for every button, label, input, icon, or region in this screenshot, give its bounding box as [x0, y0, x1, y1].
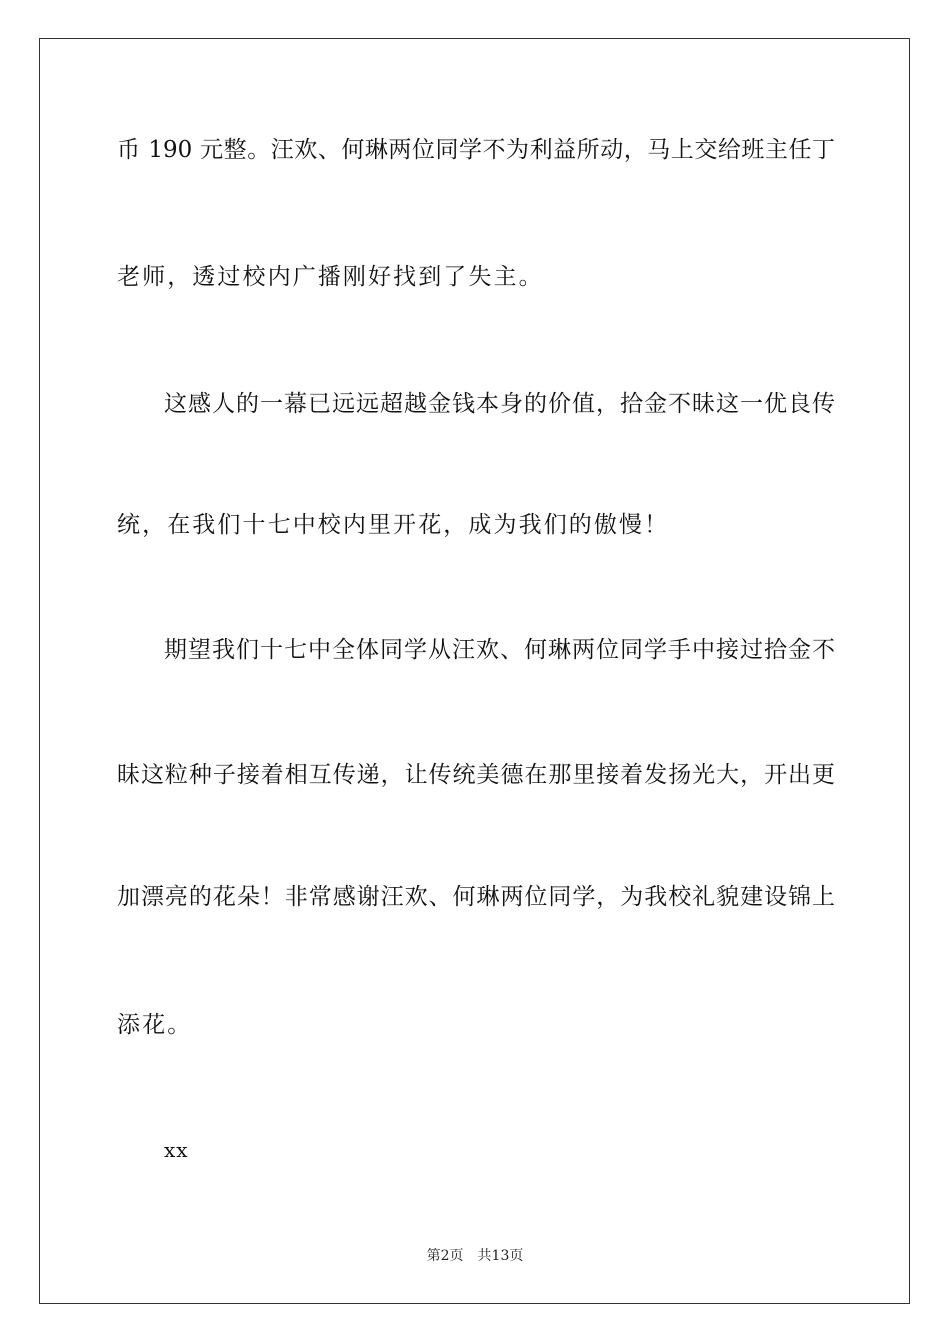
body-line-4: 统，在我们十七中校内里开花，成为我们的傲慢！	[117, 512, 670, 538]
body-line-5: 期望我们十七中全体同学从汪欢、何琳两位同学手中接过拾金不	[164, 637, 835, 663]
page-border	[39, 38, 910, 1304]
signature-placeholder: xx	[164, 1138, 189, 1162]
body-line-1: 币 190 元整。汪欢、何琳两位同学不为利益所动，马上交给班主任丁	[117, 137, 835, 163]
body-line-3: 这感人的一幕已远远超越金钱本身的价值，拾金不昧这一优良传	[164, 391, 835, 417]
body-line-8: 添花。	[117, 1012, 193, 1038]
page-number: 第2页	[426, 1248, 464, 1264]
page-footer	[0, 1247, 950, 1265]
body-line-7: 加漂亮的花朵！非常感谢汪欢、何琳两位同学，为我校礼貌建设锦上	[117, 884, 835, 910]
body-line-6: 昧这粒种子接着相互传递，让传统美德在那里接着发扬光大，开出更	[117, 762, 835, 788]
body-line-2: 老师，透过校内广播刚好找到了失主。	[117, 264, 544, 290]
page-total: 共13页	[477, 1248, 524, 1264]
